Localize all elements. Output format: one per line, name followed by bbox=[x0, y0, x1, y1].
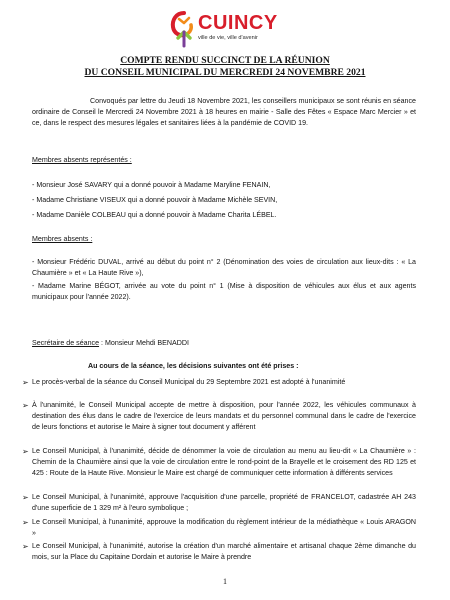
decision-item: Le procès-verbal de la séance du Conseil Municipal du 29 Septembre 2021 est adopté à l'unanimité bbox=[32, 378, 346, 386]
report-title-line-1: COMPTE RENDU SUCCINCT DE LA RÉUNION bbox=[120, 55, 330, 66]
decisions-heading: Au cours de la séance, les décisions suivantes ont été prises : bbox=[88, 362, 299, 370]
represented-item: - Madame Danièle COLBEAU qui a donné pouvoir à Madame Charita LÉBEL. bbox=[32, 211, 277, 219]
decision-item: Le Conseil Municipal, à l'unanimité, autorise la création d'un marché alimentaire et artisanal chaque 2ème dimanche du mois, sur la Place du Capitaine Dordain et autorise le Maire à prendre bbox=[32, 542, 416, 562]
decision-item: Le Conseil Municipal, à l'unanimité, approuve l'acquisition d'une parcelle, propriété de FRANCELOT, cadastrée AH 243 d'une superficie de 1 329 m² à l'euro symbolique ; bbox=[32, 493, 416, 513]
bullet-arrow-icon: ➢ bbox=[22, 401, 29, 410]
page-number: 1 bbox=[223, 577, 227, 586]
represented-heading: Membres absents représentés : bbox=[32, 156, 132, 164]
absent-heading: Membres absents : bbox=[32, 235, 93, 243]
decision-item: Le Conseil Municipal, à l'unanimité, approuve la modification du règlement intérieur de la médiathèque « Louis ARAGON » bbox=[32, 518, 416, 538]
cuincy-emblem-icon bbox=[170, 10, 200, 48]
bullet-arrow-icon: ➢ bbox=[22, 518, 29, 527]
intro-paragraph: Convoqués par lettre du Jeudi 18 Novembre 2021, les conseillers municipaux se sont réunis en séance ordinaire de Conseil le Mercredi 24 Novembre 2021 à 18 heures en mairie - Salle des Fêtes « Espace Marc Mercier » et ce, dans le respect des mesures légales et sanitaires liées à la pandémie de COVID 19. bbox=[32, 97, 416, 128]
report-title-line-2: DU CONSEIL MUNICIPAL DU MERCREDI 24 NOVEMBRE 2021 bbox=[84, 67, 366, 78]
absent-item: - Madame Marine BÉGOT, arrivée au vote du point n° 1 (Mise à disposition de véhicules aux élus et aux agents municipaux pour l'année 2022). bbox=[32, 282, 416, 302]
secretary-name: : Monsieur Mehdi BENADDI bbox=[99, 339, 189, 347]
decision-item: À l'unanimité, le Conseil Municipal accepte de mettre à disposition, pour l'année 2022, les véhicules communaux à destination des élus dans le cadre de l'exercice de leurs mandats et du personnel communal dans le cadre de l'exercice de leurs fonctions et autorise le Maire à signer tout document y afférent bbox=[32, 401, 416, 432]
cuincy-logo bbox=[170, 10, 290, 50]
bullet-arrow-icon: ➢ bbox=[22, 378, 29, 387]
represented-item: - Monsieur José SAVARY qui a donné pouvoir à Madame Maryline FENAIN, bbox=[32, 181, 271, 189]
represented-item: - Madame Christiane VISEUX qui a donné pouvoir à Madame Michèle SEVIN, bbox=[32, 196, 278, 204]
absent-item: - Monsieur Frédéric DUVAL, arrivé au début du point n° 2 (Dénomination des voies de circulation aux lieux-dits : « La Chaumière » et « La Haute Rive »), bbox=[32, 258, 416, 278]
secretary-line bbox=[32, 338, 416, 349]
decision-item: Le Conseil Municipal, à l'unanimité, décide de dénommer la voie de circulation au menu au lieu-dit « La Chaumière » : Chemin de la Chaumière ainsi que la voie de circulation entre le rond-point de la Brayelle et le croisement des RD 125 et 425 : Route de la Haute Rive. Monsieur le Maire est chargé de communiquer cette information à différents services bbox=[32, 447, 416, 478]
secretary-label: Secrétaire de séance bbox=[32, 339, 100, 347]
logo-wordmark: CUINCY bbox=[198, 12, 278, 34]
logo-tagline: ville de vie, ville d'avenir bbox=[198, 35, 258, 41]
bullet-arrow-icon: ➢ bbox=[22, 493, 29, 502]
bullet-arrow-icon: ➢ bbox=[22, 542, 29, 551]
bullet-arrow-icon: ➢ bbox=[22, 447, 29, 456]
